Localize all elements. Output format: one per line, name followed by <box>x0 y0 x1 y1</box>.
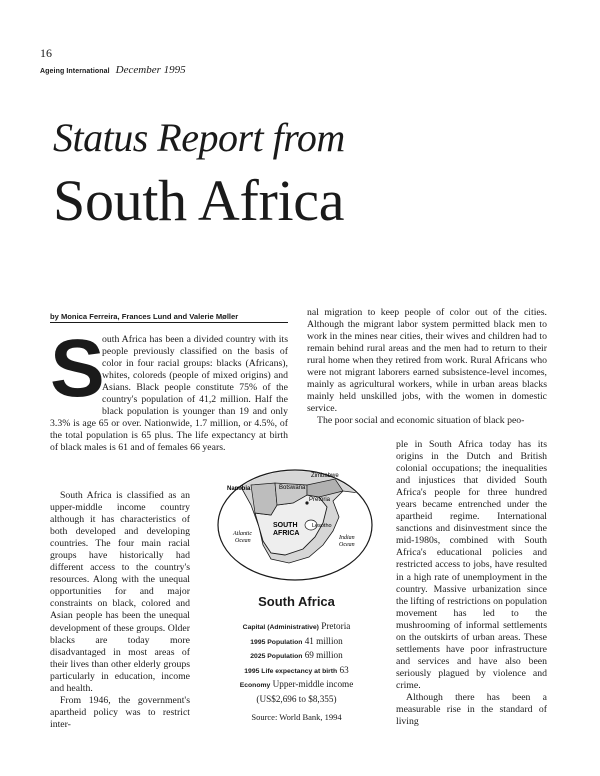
issue-date: December 1995 <box>115 64 186 76</box>
sidebar-source: Source: World Bank, 1994 <box>251 712 342 722</box>
paragraph-classification: South Africa is classified as an upper-middle income country although it has characteristics of both developed and developing countries. The four main racial groups have historically had different access to the country's resources. Along with the unequal opportunities for and major constraints on black, colored and Asian people has been the unequal development of these groups. Older blacks are today more disadvantaged in most areas of their lives than other elderly groups particularly in education, income and health. <box>50 490 190 694</box>
map-label-zimbabwe: Zimbabwe <box>311 473 339 479</box>
namibia-territory <box>251 483 277 515</box>
article-intro <box>50 323 288 454</box>
byline: by Monica Ferreira, Frances Lund and Valerie Møller <box>50 312 288 323</box>
map-label-indian: Indian <box>339 535 355 541</box>
map-label-botswana: Botswana <box>279 485 306 491</box>
publication-name: Ageing International <box>40 68 110 75</box>
fact-economy-detail: (US$2,696 to $8,355) <box>256 693 337 704</box>
south-africa-map <box>215 465 375 587</box>
paragraph-apartheid-start: From 1946, the government's apartheid policy was to restrict inter- <box>50 694 190 730</box>
map-label-atlantic: Atlantic <box>233 531 252 537</box>
map-label-atlantic-ocean: Ocean <box>235 538 251 544</box>
masthead <box>40 64 186 76</box>
fact-row <box>205 649 388 664</box>
map-label-lesotho: Lesotho <box>312 523 332 529</box>
column-2-top <box>307 307 547 427</box>
map-label-namibia: Namibia <box>227 486 251 492</box>
fact-key: 1995 Life expectancy at birth <box>244 667 338 675</box>
fact-value: 63 <box>339 664 349 675</box>
paragraph-social-rest: ple in South Africa today has its origins in the Dutch and British colonial occupations; the inequalities and injustices that divided South Africa's people for three hundred years became entrenched under the apartheid regime. International sanctions and disinvestment since the mid-1980s, combined with South Africa's educational policies and restricted access to jobs, have resulted in a high rate of unemployment in the country. Massive urbanization since the lifting of restrictions on population movement has led to the mushrooming of informal settlements on the outskirts of urban areas. These settlements have poor infrastructure and services and have also been seriously plagued by violence and crime. <box>396 439 547 691</box>
column-1-body <box>50 490 190 731</box>
fact-key: Capital (Administrative) <box>242 624 319 631</box>
fact-value: Upper-middle income <box>272 679 354 690</box>
map-label-pretoria: Pretoria <box>309 497 331 503</box>
fact-row <box>205 678 388 693</box>
fact-value: Pretoria <box>321 621 351 631</box>
title-line-1: Status Report from <box>53 115 345 160</box>
paragraph-migration: nal migration to keep people of color out of the cities. Although the migrant labor system permitted black men to work in the mines near cities, their wives and children had to remain behind rural areas and the men had to return to their rural home when they retired from work. Rural Africans who were not migrant laborers earned subsistence-level incomes, mainly as agricultural workers, while in urban areas blacks mainly held unskilled jobs, with the women in domestic service. <box>307 307 547 415</box>
map-label-south: SOUTH <box>273 522 298 529</box>
sidebar-title: South Africa <box>258 594 335 609</box>
page-number: 16 <box>40 46 52 60</box>
column-2-body <box>396 439 547 728</box>
map-label-indian-ocean: Ocean <box>339 542 355 548</box>
fact-row <box>205 664 388 679</box>
drop-cap: S <box>50 323 105 414</box>
fact-row <box>205 620 388 635</box>
fact-key: 2025 Population <box>250 653 303 661</box>
paragraph-social-lead: The poor social and economic situation of black peo- <box>317 415 525 427</box>
fact-key: 1995 Population <box>250 638 303 646</box>
fact-key: Economy <box>239 682 271 690</box>
fact-value: 69 million <box>304 650 343 661</box>
intro-paragraph: outh Africa has been a divided country with its people previously classified on the basis of color in four racial groups: blacks (Africans), whites, coloreds (people of mixed origins) and Asians. Black people constitute 75% of the country's population of 41,2 million. Half the black population is younger than 19 and only 3.3% is age 65 or over. Nationwide, 1.7 million, or 4.5%, of the total population is 65 plus. The life expectancy at birth of black males is 61 and of females 66 years. <box>50 334 288 454</box>
map-label-africa: AFRICA <box>273 530 300 537</box>
fact-list <box>205 620 388 706</box>
fact-row <box>205 635 388 650</box>
fact-value: 41 million <box>304 635 343 646</box>
paragraph-living-standard: Although there has been a measurable rise in the standard of living <box>396 691 547 728</box>
title-line-2: South Africa <box>53 168 345 233</box>
